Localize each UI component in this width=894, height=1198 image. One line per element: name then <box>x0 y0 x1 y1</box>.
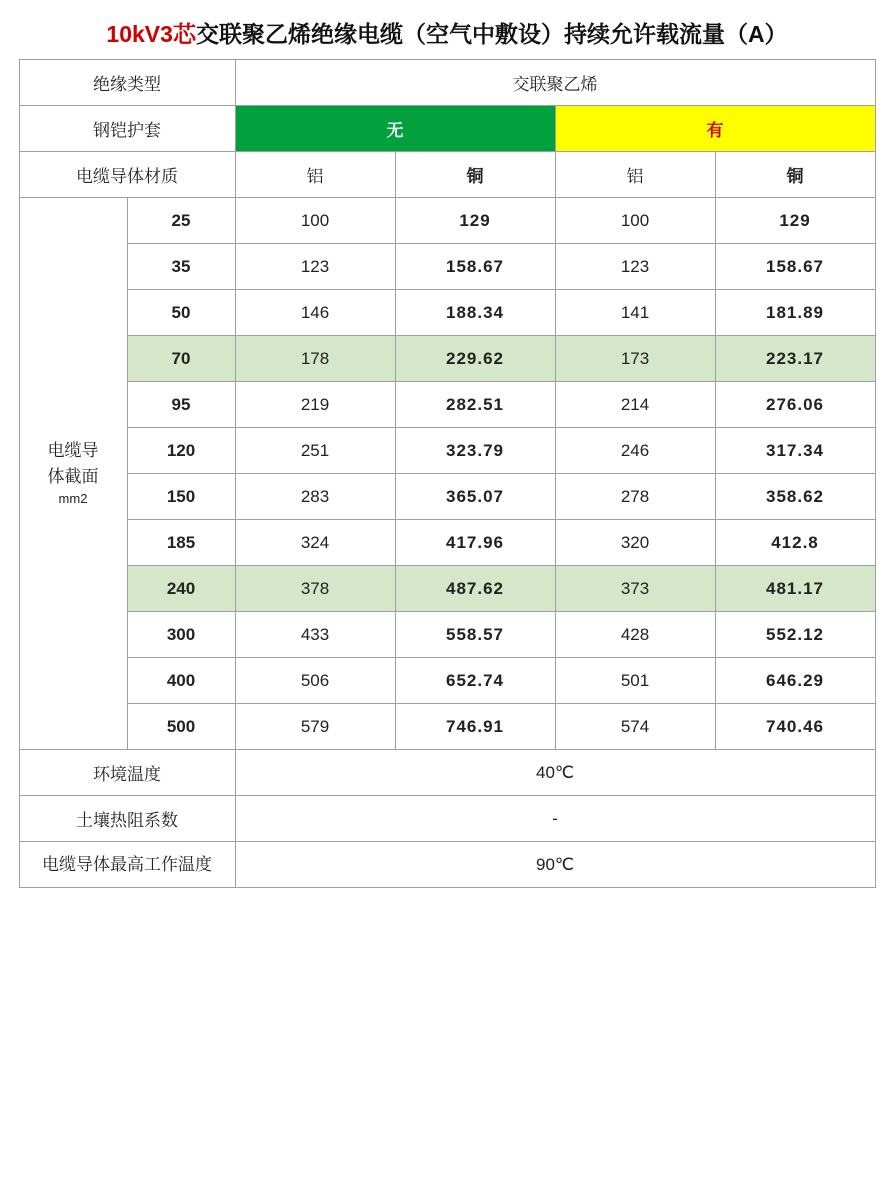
cell-value: 323.79 <box>395 428 555 474</box>
section-axis-line2: 体截面 <box>47 466 99 486</box>
table-row <box>19 704 875 750</box>
cell-value: 178 <box>235 336 395 382</box>
cell-value: 246 <box>555 428 715 474</box>
cell-value: 574 <box>555 704 715 750</box>
section-axis-line3: mm2 <box>58 491 88 507</box>
cell-value: 558.57 <box>395 612 555 658</box>
cell-value: 158.67 <box>715 244 875 290</box>
cell-value: 158.67 <box>395 244 555 290</box>
ambient-temperature-value: 40℃ <box>235 750 875 796</box>
cell-value: 320 <box>555 520 715 566</box>
cell-value: 219 <box>235 382 395 428</box>
section-value: 35 <box>127 244 235 290</box>
material-header-2: 铝 <box>555 152 715 198</box>
title-segment-5: ）持续允许载流量（A） <box>540 21 788 47</box>
cell-value: 552.12 <box>715 612 875 658</box>
cell-value: 123 <box>555 244 715 290</box>
cell-value: 278 <box>555 474 715 520</box>
table-row <box>19 658 875 704</box>
table-row <box>19 336 875 382</box>
section-value: 25 <box>127 198 235 244</box>
cell-value: 506 <box>235 658 395 704</box>
cell-value: 317.34 <box>715 428 875 474</box>
cell-value: 652.74 <box>395 658 555 704</box>
cell-value: 746.91 <box>395 704 555 750</box>
section-value: 150 <box>127 474 235 520</box>
material-header-1: 铜 <box>395 152 555 198</box>
conductor-material-label: 电缆导体材质 <box>19 152 235 198</box>
cell-value: 129 <box>715 198 875 244</box>
table-row-armor <box>19 106 875 152</box>
cell-value: 501 <box>555 658 715 704</box>
material-header-0: 铝 <box>235 152 395 198</box>
cell-value: 181.89 <box>715 290 875 336</box>
table-row-material <box>19 152 875 198</box>
soil-thermal-resistivity-label: 土壤热阻系数 <box>19 796 235 842</box>
cell-value: 740.46 <box>715 704 875 750</box>
table-row <box>19 520 875 566</box>
cell-value: 229.62 <box>395 336 555 382</box>
section-value: 300 <box>127 612 235 658</box>
cell-value: 378 <box>235 566 395 612</box>
cell-value: 123 <box>235 244 395 290</box>
table-row <box>19 612 875 658</box>
section-value: 120 <box>127 428 235 474</box>
section-axis-label <box>19 198 127 750</box>
armor-yes-cell: 有 <box>555 106 875 152</box>
cell-value: 282.51 <box>395 382 555 428</box>
insulation-type-value: 交联聚乙烯 <box>235 60 875 106</box>
title-segment-4: 空气中敷设 <box>425 21 541 47</box>
cell-value: 251 <box>235 428 395 474</box>
cell-value: 146 <box>235 290 395 336</box>
title-segment-3: 交联聚乙烯绝缘电缆（ <box>195 21 426 47</box>
ambient-temperature-label: 环境温度 <box>19 750 235 796</box>
ampacity-table <box>19 59 876 888</box>
section-value: 240 <box>127 566 235 612</box>
cell-value: 579 <box>235 704 395 750</box>
cell-value: 417.96 <box>395 520 555 566</box>
table-row <box>19 290 875 336</box>
cell-value: 188.34 <box>395 290 555 336</box>
cell-value: 373 <box>555 566 715 612</box>
table-row-soil-resistivity <box>19 796 875 842</box>
cell-value: 214 <box>555 382 715 428</box>
section-value: 95 <box>127 382 235 428</box>
section-value: 400 <box>127 658 235 704</box>
section-value: 500 <box>127 704 235 750</box>
table-row <box>19 428 875 474</box>
title-segment-2: 芯 <box>172 21 196 47</box>
section-axis-line1: 电缆导 <box>47 441 99 461</box>
cell-value: 487.62 <box>395 566 555 612</box>
material-header-3: 铜 <box>715 152 875 198</box>
table-row <box>19 474 875 520</box>
cell-value: 223.17 <box>715 336 875 382</box>
cell-value: 141 <box>555 290 715 336</box>
page-title <box>0 0 894 59</box>
cell-value: 481.17 <box>715 566 875 612</box>
table-row-insulation <box>19 60 875 106</box>
armor-label: 钢铠护套 <box>19 106 235 152</box>
cell-value: 365.07 <box>395 474 555 520</box>
title-segment-1: 10kV3 <box>106 21 173 47</box>
table-row-max-temp <box>19 842 875 888</box>
section-value: 185 <box>127 520 235 566</box>
cell-value: 433 <box>235 612 395 658</box>
section-value: 50 <box>127 290 235 336</box>
cell-value: 428 <box>555 612 715 658</box>
table-row-ambient-temp <box>19 750 875 796</box>
cell-value: 100 <box>555 198 715 244</box>
table-row <box>19 382 875 428</box>
max-conductor-temperature-value: 90℃ <box>235 842 875 888</box>
cell-value: 276.06 <box>715 382 875 428</box>
table-row <box>19 244 875 290</box>
soil-thermal-resistivity-value: - <box>235 796 875 842</box>
max-conductor-temperature-label: 电缆导体最高工作温度 <box>19 842 235 888</box>
cell-value: 173 <box>555 336 715 382</box>
cell-value: 283 <box>235 474 395 520</box>
table-row <box>19 566 875 612</box>
armor-none-cell: 无 <box>235 106 555 152</box>
cell-value: 100 <box>235 198 395 244</box>
cell-value: 412.8 <box>715 520 875 566</box>
section-value: 70 <box>127 336 235 382</box>
cell-value: 358.62 <box>715 474 875 520</box>
insulation-type-label: 绝缘类型 <box>19 60 235 106</box>
cell-value: 129 <box>395 198 555 244</box>
cell-value: 646.29 <box>715 658 875 704</box>
cell-value: 324 <box>235 520 395 566</box>
table-row <box>19 198 875 244</box>
